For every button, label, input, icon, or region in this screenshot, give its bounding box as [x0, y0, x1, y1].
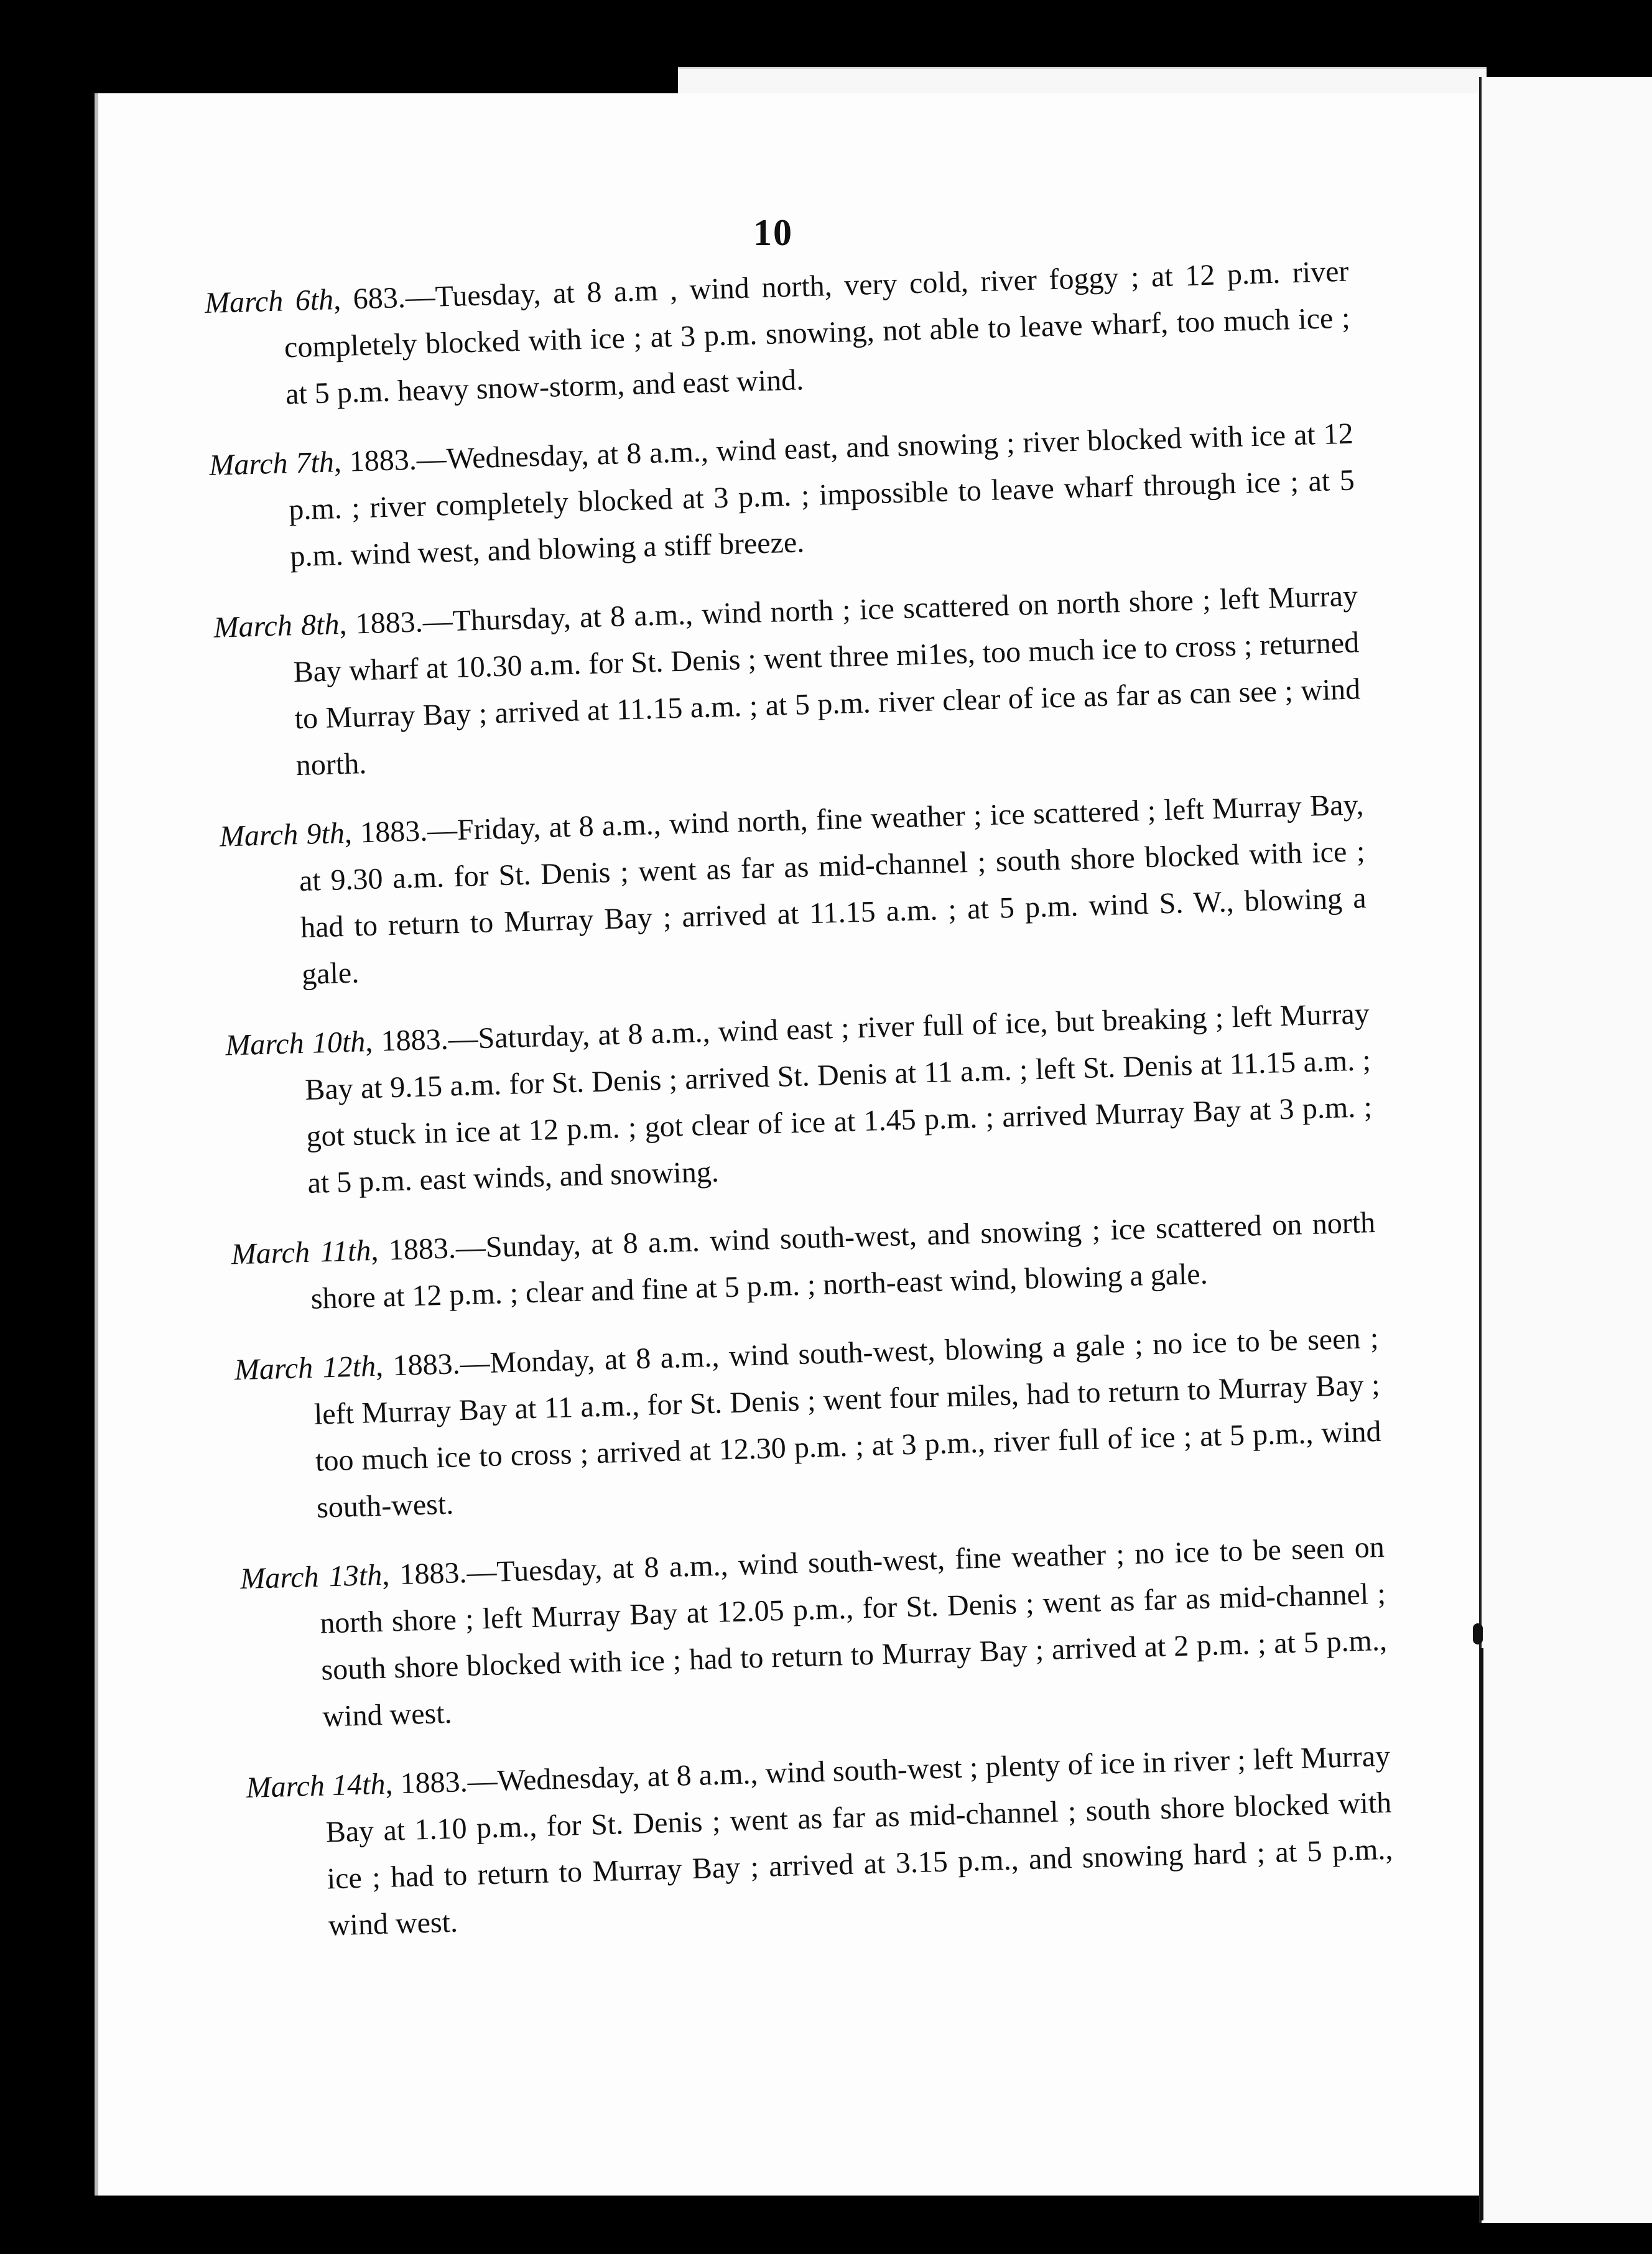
log-entry-march-12 — [234, 1315, 1383, 1533]
log-entry-march-10 — [225, 990, 1374, 1208]
log-entries — [204, 248, 1395, 1973]
entry-text: , 1883.—Monday, at 8 a.m., wind south-west, blowing a gale ; no ice to be seen ; left Murray Bay at 11 a.m., for St. Denis ; went four miles, had to return to Murray Bay ; too much ice to cross ; arrived at 12.30 p.m. ; at 3 p.m., river full of ice ; at 5 p.m., wind south-west. — [313, 1321, 1382, 1524]
next-page-edge-top — [678, 67, 1487, 94]
entry-text: , 1883.—Wednesday, at 8 a.m., wind south-west ; plenty of ice in river ; left Murray Bay at 1.10 p.m., for St. Denis ; went as far as mid-channel ; south shore blocked with ice ; had to return to Murray Bay ; arrived at 3.15 p.m., and snowing hard ; at 5 p.m., wind west. — [325, 1739, 1393, 1942]
binding-line-mark — [1480, 1648, 1483, 2220]
margin-speck — [1473, 1623, 1483, 1644]
entry-text: , 1883.—Tuesday, at 8 a.m., wind south-west, fine weather ; no ice to be seen on north shore ; left Murray Bay at 12.05 p.m., for St. Denis ; went as far as mid-channel ; south shore blocked with ice ; had to return to Murray Bay ; arrived at 2 p.m. ; at 5 p.m., wind west. — [319, 1530, 1388, 1733]
page-number: 10 — [753, 212, 793, 253]
entry-date: March 6th — [204, 283, 334, 320]
entry-date: March 12th — [234, 1349, 376, 1387]
log-entry-march-9 — [219, 781, 1368, 999]
log-entry-march-8 — [213, 572, 1363, 791]
entry-date: March 11th — [231, 1234, 372, 1271]
entry-date: March 9th — [219, 817, 345, 853]
log-entry-march-6 — [204, 248, 1352, 420]
entry-date: March 13th — [239, 1558, 383, 1596]
entry-date: March 10th — [225, 1025, 366, 1062]
entry-text: , 1883.—Sunday, at 8 a.m. wind south-west, and snowing ; ice scattered on north shore at 12 p.m. ; clear and fine at 5 p.m. ; north-east wind, blowing a gale. — [310, 1206, 1376, 1315]
entry-text: , 1883.—Saturday, at 8 a.m., wind east ; river full of ice, but breaking ; left Murray Bay at 9.15 a.m. for St. Denis ; arrived St. Denis at 11 a.m. ; left St. Denis at 11.15 a.m. ; got stuck in ice at 12 p.m. ; got clear of ice at 1.45 p.m. ; arrived Murray Bay at 3 p.m. ; at 5 p.m. east winds, and snowing. — [304, 997, 1373, 1200]
log-entry-march-14 — [246, 1733, 1395, 1951]
log-entry-march-11 — [231, 1199, 1377, 1324]
document-page — [95, 93, 1479, 2196]
entry-date: March 7th — [208, 445, 335, 482]
entry-text: , 1883.—Friday, at 8 a.m., wind north, fine weather ; ice scattered ; left Murray Bay, at 9.30 a.m. for St. Denis ; went as far as mid-channel ; south shore blocked with ice ; had to return to Murray Bay ; arrived at 11.15 a.m. ; at 5 p.m. wind S. W., blowing a gale. — [299, 788, 1367, 991]
entry-date: March 8th — [213, 608, 340, 644]
entry-text: , 1883.—Thursday, at 8 a.m., wind north ; ice scattered on north shore ; left Murray Bay wharf at 10.30 a.m. for St. Denis ; went three mi1es, too much ice to cross ; returned to Murray Bay ; arrived at 11.15 a.m. ; at 5 p.m. river clear of ice as far as can see ; wind north. — [292, 579, 1361, 782]
entry-date: March 14th — [245, 1767, 386, 1805]
next-page-edge-right — [1479, 77, 1652, 2223]
entry-text: , 1883.—Wednesday, at 8 a.m., wind east, and snowing ; river blocked with ice at 12 p.m. ; river completely blocked at 3 p.m. ; impossible to leave wharf through ice ; at 5 p.m. wind west, and blowing a stiff breeze. — [288, 417, 1355, 573]
entry-text: , 683.—Tuesday, at 8 a.m , wind north, very cold, river foggy ; at 12 p.m. river completely blocked with ice ; at 3 p.m. snowing, not able to leave wharf, too much ice ; at 5 p.m. heavy snow-storm, and east wind. — [284, 254, 1351, 411]
log-entry-march-7 — [208, 410, 1357, 582]
log-entry-march-13 — [239, 1524, 1389, 1742]
